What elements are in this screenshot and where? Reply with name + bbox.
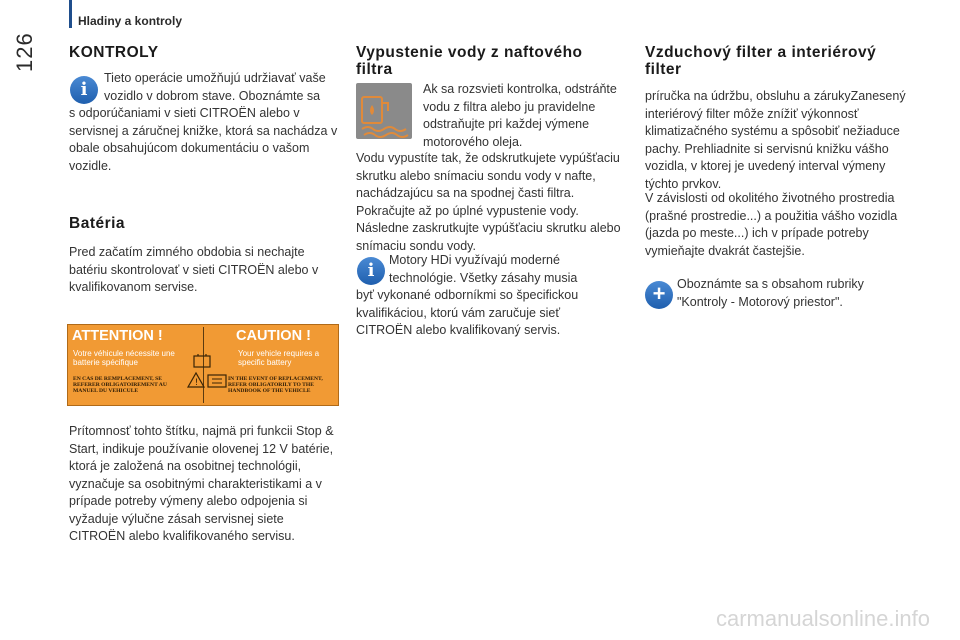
info-icon: i — [70, 76, 98, 104]
label-fr-subtitle: Votre véhicule nécessite une batterie spécifique — [73, 349, 175, 367]
bateria-note: Prítomnosť tohto štítku, najmä pri funkcii Stop & Start, indikuje používanie olovenej 12 V batérie, ktorá je založená na osobitnej technológii, vyznačuje sa osobitnými charakteristikami a v prípade potreby výmeny alebo odpojenia si vyžaduje výlučne zásah servisnej siete CITROËN alebo kvalifikovaného servisu. — [69, 424, 334, 543]
vypustenie-title: Vypustenie vody z naftového filtra — [356, 44, 583, 78]
vzduchovy-para1: príručka na údržbu, obsluhu a zárukyZanesený interiérový filter môže znížiť výkonnosť klimatizačného systému a spôsobiť nežiaduce pachy. Prehliadnite si servisnú knižku vášho vozidla, v ktorej je uvedený interval výmeny týchto prvkov. — [645, 89, 906, 191]
plus-icon: + — [645, 281, 673, 309]
vzduchovy-plus-text: Oboznámte sa s obsahom rubriky "Kontroly - Motorový priestor". — [677, 277, 864, 309]
label-fr-small: EN CAS DE REMPLACEMENT, SE REFERER OBLIGATOIREMENT AU MANUEL DU VEHICULE — [73, 376, 167, 395]
section-header: Hladiny a kontroly — [78, 14, 183, 28]
header-accent-bar — [69, 0, 72, 28]
battery-warning-icon — [182, 353, 232, 391]
label-attention: ATTENTION ! — [72, 328, 163, 344]
battery-warning-label — [67, 324, 339, 406]
vzduchovy-para2: V závislosti od okolitého životného prostredia (prašné prostredie...) a použitia vášho vozidla (jazda po meste...) ich v prípade potreby vymieňajte dvakrát častejšie. — [645, 191, 898, 258]
kontroly-intro-rest: s odporúčaniami v sieti CITROËN alebo v servisnej a záručnej knižke, ktorá sa nachádza v obale obsahujúcom dokumentáciu o vašom vozidle. — [69, 106, 338, 173]
vypustenie-info-line2: technológie. Všetky zásahy musia — [389, 270, 578, 285]
vzduchovy-title: Vzduchový filter a interiérový filter — [645, 44, 877, 78]
label-en-small: IN THE EVENT OF REPLACEMENT, REFER OBLIGATORILY TO THE HANDBOOK OF THE VEHICLE — [228, 376, 323, 395]
kontroly-intro-line1: Tieto operácie umožňujú udržiavať vaše — [104, 71, 326, 85]
label-caution: CAUTION ! — [236, 328, 311, 344]
info-icon: i — [357, 257, 385, 285]
bateria-text: Pred začatím zimného obdobia si nechajte batériu skontrolovať v sieti CITROËN alebo v kvalifikovanom servise. — [69, 245, 319, 294]
vypustenie-warning-text: Ak sa rozsvieti kontrolka, odstráňte vodu z filtra alebo ju pravidelne odstraňujte pri každej výmene motorového oleja. — [423, 82, 617, 149]
kontroly-intro-first-lines — [104, 70, 344, 105]
vypustenie-info-first-lines — [389, 252, 629, 287]
kontroly-intro-line2: vozidlo v dobrom stave. Oboznámte sa — [104, 88, 321, 103]
watermark: carmanualsonline.info — [715, 606, 930, 631]
svg-text:!: ! — [194, 378, 199, 388]
vypustenie-info-rest: byť vykonané odborníkmi so špecifickou kvalifikáciou, ktorú vám zaručuje sieť CITROËN alebo kvalifikovaný servis. — [356, 288, 579, 337]
vypustenie-body: Vodu vypustíte tak, že odskrutkujete vypúšťaciu skrutku alebo snímaciu sondu vody v nafte, nachádzajúcu sa na spodnej časti filtra. Pokračujte až po úplné vypustenie vody. Následne zaskrutkujte vypúšťaciu skrutku alebo snímaciu sondu vody. — [356, 151, 621, 253]
page-number: 126 — [12, 32, 37, 72]
water-in-fuel-icon — [356, 83, 412, 139]
bateria-title: Batéria — [69, 215, 126, 232]
label-en-subtitle: Your vehicle requires a specific battery — [238, 349, 320, 367]
vypustenie-info-line1: Motory HDi využívajú moderné — [389, 253, 560, 267]
kontroly-title: KONTROLY — [69, 44, 159, 61]
